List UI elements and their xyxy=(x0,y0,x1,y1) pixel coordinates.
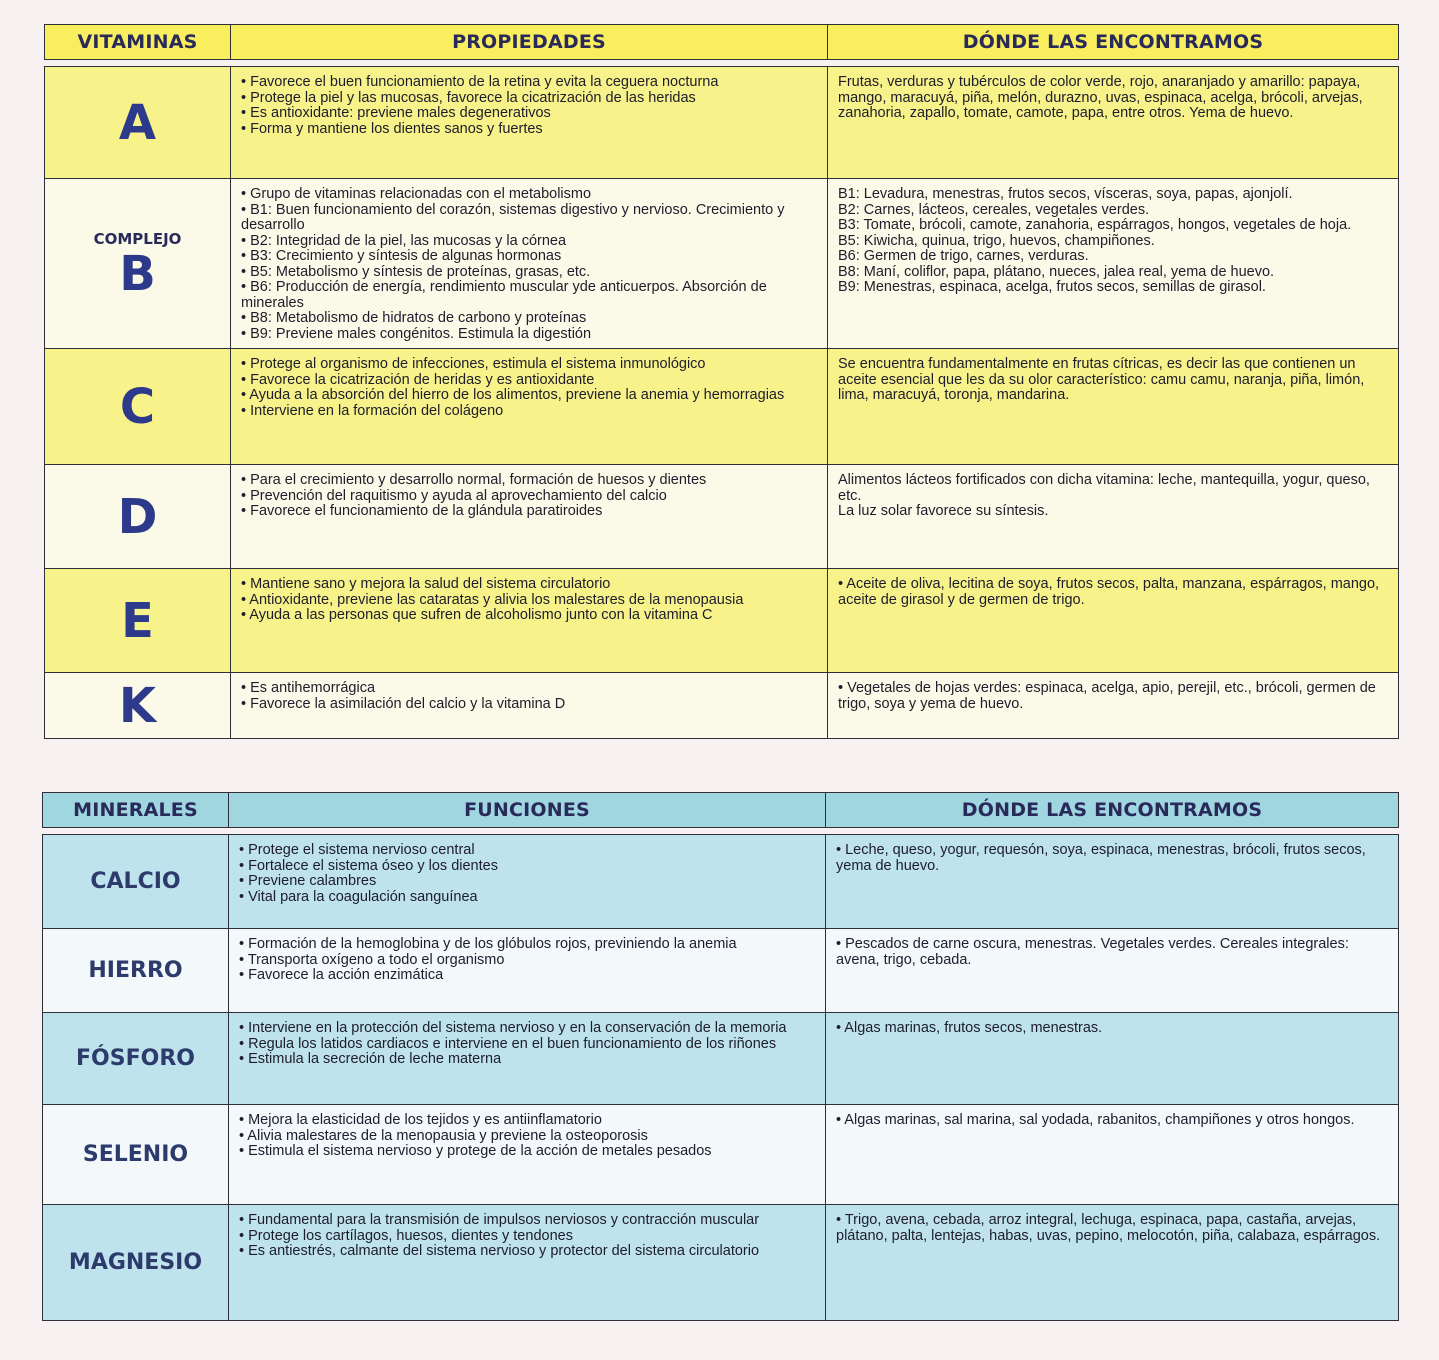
mineral-sources-cell xyxy=(826,1205,1399,1321)
vitamin-props-cell xyxy=(231,673,828,739)
prop-line: • Prevención del raquitismo y ayuda al aprovechamiento del calcio xyxy=(241,487,667,504)
prop-line: • Es antihemorrágica xyxy=(241,680,376,696)
source-line: • Trigo, avena, cebada, arroz integral, lechuga, espinaca, papa, castaña, arvejas, plátano, palta, lentejas, habas, uvas, pepino, melocotón, piña, calabaza, espárragos. xyxy=(836,1212,1381,1244)
vitamin-row xyxy=(45,673,1399,739)
mineral-name: SELENIO xyxy=(82,1142,189,1167)
vitamin-letter: B xyxy=(119,245,156,302)
prop-line: • Protege los cartílagos, huesos, dientes y tendones xyxy=(239,1227,573,1244)
prop-line: • Favorece la asimilación del calcio y la vitamina D xyxy=(241,695,566,712)
mineral-name-cell xyxy=(43,1205,229,1321)
prop-line: • Para el crecimiento y desarrollo normal, formación de huesos y dientes xyxy=(241,472,707,488)
minerals-table xyxy=(42,792,1399,1321)
gap-cell xyxy=(45,60,1399,67)
prop-line: • B6: Producción de energía, rendimiento muscular yde anticuerpos. Absorción de minerales xyxy=(241,279,767,311)
header-donde: DÓNDE LAS ENCONTRAMOS xyxy=(828,25,1399,60)
vitamin-name-cell xyxy=(45,569,231,673)
prop-line: • Favorece el funcionamiento de la glándula paratiroides xyxy=(241,503,603,519)
mineral-name: CALCIO xyxy=(90,869,181,894)
source-line: B8: Maní, coliflor, papa, plátano, nueces, jalea real, yema de huevo. xyxy=(838,263,1275,280)
header-donde: DÓNDE LAS ENCONTRAMOS xyxy=(826,793,1399,828)
mineral-name-cell xyxy=(43,1105,229,1205)
mineral-name: FÓSFORO xyxy=(76,1046,195,1071)
mineral-name: HIERRO xyxy=(88,958,183,983)
mineral-row xyxy=(43,835,1399,929)
prop-line: • B8: Metabolismo de hidratos de carbono y proteínas xyxy=(241,310,587,326)
vitamin-sources-cell xyxy=(828,673,1399,739)
prop-line: • Formación de la hemoglobina y de los glóbulos rojos, previniendo la anemia xyxy=(239,936,737,952)
prop-line: • Antioxidante, previene las cataratas y alivia los malestares de la menopausia xyxy=(241,591,744,608)
mineral-name-cell xyxy=(43,929,229,1013)
prop-line: • Estimula la secreción de leche materna xyxy=(239,1051,502,1067)
source-line: Frutas, verduras y tubérculos de color verde, rojo, anaranjado y amarillo: papaya, mango, maracuyá, piña, melón, durazno, uvas, espinaca, acelga, brócoli, arvejas, zanahoria, zapallo, tomate, camote, papa, entre otros. Yema de huevo. xyxy=(838,74,1363,121)
minerals-header-row xyxy=(43,793,1399,828)
vitamin-name-cell xyxy=(45,465,231,569)
vitamin-props-cell xyxy=(231,569,828,673)
vitamin-letter: K xyxy=(118,677,157,734)
mineral-props-cell xyxy=(229,835,826,929)
source-line: B6: Germen de trigo, carnes, verduras. xyxy=(838,248,1089,264)
source-line: B2: Carnes, lácteos, cereales, vegetales verdes. xyxy=(838,201,1150,218)
vitamin-row xyxy=(45,349,1399,465)
mineral-props-cell xyxy=(229,1205,826,1321)
mineral-sources-cell xyxy=(826,1013,1399,1105)
source-line: • Leche, queso, yogur, requesón, soya, espinaca, menestras, brócoli, frutos secos, yema de huevo. xyxy=(836,842,1366,874)
prop-line: • Interviene en la protección del sistema nervioso y en la conservación de la memoria xyxy=(239,1020,787,1036)
prop-line: • Vital para la coagulación sanguínea xyxy=(239,888,478,905)
prop-line: • Interviene en la formación del colágeno xyxy=(241,402,504,419)
source-line: B5: Kiwicha, quinua, trigo, huevos, champiñones. xyxy=(838,232,1155,249)
prop-line: • Favorece el buen funcionamiento de la retina y evita la ceguera nocturna xyxy=(241,74,719,90)
mineral-sources-cell xyxy=(826,929,1399,1013)
mineral-row xyxy=(43,1105,1399,1205)
vitamins-table xyxy=(44,24,1399,739)
vitamin-name-cell xyxy=(45,179,231,349)
complejo-label: COMPLEJO xyxy=(93,229,182,248)
prop-line: • B3: Crecimiento y síntesis de algunas hormonas xyxy=(241,248,562,264)
prop-line: • B9: Previene males congénitos. Estimula la digestión xyxy=(241,325,592,342)
mineral-name: MAGNESIO xyxy=(68,1250,203,1275)
header-gap xyxy=(45,60,1399,67)
source-line: Se encuentra fundamentalmente en frutas cítricas, es decir las que contienen un aceite esencial que les da su olor característico: camu camu, naranja, piña, limón, lima, maracuyá, toronja, mandarina. xyxy=(838,356,1365,403)
mineral-row xyxy=(43,929,1399,1013)
prop-line: • Es antioxidante: previene males degenerativos xyxy=(241,105,551,121)
header-gap xyxy=(43,828,1399,835)
vitamin-letter: C xyxy=(119,378,156,435)
source-line: • Pescados de carne oscura, menestras. Vegetales verdes. Cereales integrales: avena, trigo, cebada. xyxy=(836,936,1349,968)
prop-line: • Favorece la cicatrización de heridas y es antioxidante xyxy=(241,371,595,388)
mineral-sources-cell xyxy=(826,835,1399,929)
vitamin-name-cell xyxy=(45,67,231,179)
mineral-name-cell xyxy=(43,835,229,929)
vitamin-row xyxy=(45,179,1399,349)
prop-line: • Ayuda a la absorción del hierro de los alimentos, previene la anemia y hemorragias xyxy=(241,387,785,403)
mineral-name-cell xyxy=(43,1013,229,1105)
prop-line: • Protege la piel y las mucosas, favorece la cicatrización de las heridas xyxy=(241,89,696,106)
prop-line: • Favorece la acción enzimática xyxy=(239,967,444,983)
vitamin-sources-cell xyxy=(828,349,1399,465)
prop-line: • Mantiene sano y mejora la salud del sistema circulatorio xyxy=(241,576,611,592)
header-funciones: FUNCIONES xyxy=(229,793,826,828)
prop-line: • Previene calambres xyxy=(239,873,377,889)
vitamin-sources-cell xyxy=(828,67,1399,179)
gap-cell xyxy=(43,828,1399,835)
prop-line: • Alivia malestares de la menopausia y previene la osteoporosis xyxy=(239,1127,648,1144)
source-line: • Vegetales de hojas verdes: espinaca, acelga, apio, perejil, etc., brócoli, germen de trigo, soya y yema de huevo. xyxy=(838,680,1376,712)
source-line: La luz solar favorece su síntesis. xyxy=(838,503,1049,519)
vitamin-letter: A xyxy=(118,94,157,151)
source-line: • Algas marinas, frutos secos, menestras. xyxy=(836,1020,1103,1036)
vitamin-sources-cell xyxy=(828,465,1399,569)
vitamin-props-cell xyxy=(231,179,828,349)
vitamin-row xyxy=(45,569,1399,673)
source-line: Alimentos lácteos fortificados con dicha vitamina: leche, mantequilla, yogur, queso, etc. xyxy=(838,472,1370,504)
vitamin-sources-cell xyxy=(828,179,1399,349)
prop-line: • Estimula el sistema nervioso y protege de la acción de metales pesados xyxy=(239,1143,712,1159)
mineral-props-cell xyxy=(229,929,826,1013)
source-line: B3: Tomate, brócoli, camote, zanahoria, espárragos, hongos, vegetales de hoja. xyxy=(838,217,1352,233)
vitamin-row xyxy=(45,67,1399,179)
prop-line: • Mejora la elasticidad de los tejidos y es antiinflamatorio xyxy=(239,1112,602,1128)
source-line: • Algas marinas, sal marina, sal yodada, rabanitos, champiñones y otros hongos. xyxy=(836,1112,1355,1128)
vitamins-header-row xyxy=(45,25,1399,60)
vitamin-sources-cell xyxy=(828,569,1399,673)
prop-line: • B5: Metabolismo y síntesis de proteínas, grasas, etc. xyxy=(241,263,591,280)
prop-line: • Es antiestrés, calmante del sistema nervioso y protector del sistema circulatorio xyxy=(239,1243,760,1259)
header-minerales: MINERALES xyxy=(43,793,229,828)
vitamin-row xyxy=(45,465,1399,569)
header-propiedades: PROPIEDADES xyxy=(231,25,828,60)
vitamin-name-cell xyxy=(45,673,231,739)
prop-line: • Grupo de vitaminas relacionadas con el metabolismo xyxy=(241,186,592,202)
prop-line: • B1: Buen funcionamiento del corazón, sistemas digestivo y nervioso. Crecimiento y desarrollo xyxy=(241,201,785,233)
source-line: B1: Levadura, menestras, frutos secos, vísceras, soya, papas, ajonjolí. xyxy=(838,186,1293,202)
mineral-sources-cell xyxy=(826,1105,1399,1205)
prop-line: • Transporta oxígeno a todo el organismo xyxy=(239,951,505,968)
prop-line: • Protege el sistema nervioso central xyxy=(239,842,475,858)
mineral-row xyxy=(43,1013,1399,1105)
prop-line: • Fundamental para la transmisión de impulsos nerviosos y contracción muscular xyxy=(239,1212,760,1228)
prop-line: • B2: Integridad de la piel, las mucosas y la córnea xyxy=(241,232,567,249)
vitamin-letter: E xyxy=(121,592,154,649)
prop-line: • Protege al organismo de infecciones, estimula el sistema inmunológico xyxy=(241,356,706,372)
vitamin-props-cell xyxy=(231,349,828,465)
vitamin-props-cell xyxy=(231,465,828,569)
prop-line: • Forma y mantiene los dientes sanos y fuertes xyxy=(241,120,543,137)
prop-line: • Ayuda a las personas que sufren de alcoholismo junto con la vitamina C xyxy=(241,607,713,623)
header-vitaminas: VITAMINAS xyxy=(45,25,231,60)
mineral-props-cell xyxy=(229,1013,826,1105)
prop-line: • Regula los latidos cardiacos e interviene en el buen funcionamiento de los riñones xyxy=(239,1035,777,1052)
mineral-props-cell xyxy=(229,1105,826,1205)
vitamin-letter: D xyxy=(117,488,158,545)
prop-line: • Fortalece el sistema óseo y los dientes xyxy=(239,857,498,874)
vitamin-name-cell xyxy=(45,349,231,465)
mineral-row xyxy=(43,1205,1399,1321)
vitamin-props-cell xyxy=(231,67,828,179)
source-line: • Aceite de oliva, lecitina de soya, frutos secos, palta, manzana, espárragos, mango, aceite de girasol y de germen de trigo. xyxy=(838,576,1380,608)
source-line: B9: Menestras, espinaca, acelga, frutos secos, semillas de girasol. xyxy=(838,279,1266,295)
